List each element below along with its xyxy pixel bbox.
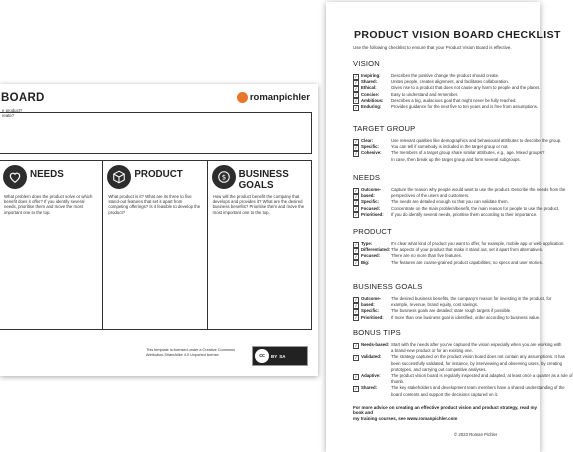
vision-line: reate? — [2, 113, 15, 119]
board-title: BOARD — [1, 92, 45, 104]
checkbox-icon[interactable]: ✓ — [354, 241, 358, 247]
checklist-item — [353, 373, 573, 379]
item-term: Needs-based: — [361, 342, 390, 347]
item-term: based: — [361, 302, 375, 308]
item-term: Validated: — [361, 354, 382, 360]
item-description: The desired business benefits, the company's reason for investing in the product, for — [391, 296, 552, 301]
vision-board-document — [0, 84, 318, 376]
section-heading: NEEDS — [353, 173, 381, 182]
checkbox-icon[interactable]: ✓ — [354, 85, 358, 91]
advice-text — [353, 405, 540, 421]
item-term: Focused: — [361, 205, 381, 211]
item-description: example, revenue, brand equity, cost savings. — [391, 302, 479, 308]
checkbox-icon[interactable]: ✓ — [354, 308, 358, 314]
needs-text: What problem does the product solve or which benefit does it offer? If you identify several needs, prioritise them and move the most important one to the top. — [4, 194, 93, 215]
item-description: thumb. — [391, 379, 405, 385]
logo-text: romanpichler — [249, 92, 310, 103]
checklist-item — [353, 247, 543, 253]
section-heading: PRODUCT — [353, 227, 392, 236]
item-term: Prioritised: — [361, 314, 384, 320]
item-term: Ethical: — [361, 85, 377, 91]
checklist-item — [353, 241, 565, 247]
item-term: Adaptive: — [361, 373, 381, 378]
checkbox-icon[interactable]: ✓ — [354, 296, 358, 302]
item-description: Concentrate on the main problem/benefit, the main reason for people to use the product. — [391, 205, 560, 211]
checklist-item — [353, 205, 560, 212]
checklist-item — [353, 104, 543, 110]
checkbox-icon[interactable]: ✓ — [354, 79, 358, 85]
checklist-item — [353, 302, 543, 308]
vision-question — [2, 108, 22, 118]
checklist-document — [326, 2, 573, 452]
box-icon — [107, 165, 131, 189]
business-goals-column — [208, 161, 311, 329]
checklist-item — [353, 379, 543, 385]
business-goals-text: How will the product benefit the company that develops and provides it? What are the desired business benefits? Prioritise them and move the most important one to the top. — [212, 194, 305, 215]
item-term: Differentiated: — [361, 247, 391, 253]
checkbox-icon[interactable]: ✓ — [354, 253, 358, 259]
item-description: Start with the needs after you've captured the vision especially when you are working with — [391, 342, 562, 347]
needs-heading: NEEDS — [30, 169, 64, 180]
checkbox-icon[interactable]: ✓ — [354, 247, 358, 253]
section-heading: VISION — [353, 59, 380, 68]
checklist-item — [353, 193, 543, 199]
item-description: Capture the reason why people would want to use the product. Describe the needs from the — [391, 187, 566, 192]
item-description: If more than one business goal is identified, order according to business value. — [391, 314, 541, 320]
item-term: Enduring: — [361, 104, 382, 109]
checklist-item — [353, 144, 543, 150]
checklist-item — [353, 253, 543, 259]
item-description: The business goals are detailed; state rough targets if possible. — [391, 308, 512, 314]
item-term: Type: — [361, 241, 373, 246]
section-heading: BUSINESS GOALS — [353, 282, 423, 291]
advice-line: For more advice on creating an effective product vision and product strategy, read my book and — [353, 405, 537, 416]
product-text: What product is it? What are its three to five stand-out features that set it apart from competing offerings? Is it feasible to develop the product? — [108, 194, 201, 215]
logo-mark-icon — [237, 92, 248, 103]
checklist-item — [353, 296, 552, 302]
checkbox-icon[interactable]: ✓ — [354, 73, 358, 79]
section-heading: BONUS TIPS — [353, 328, 401, 337]
checklist-item — [353, 308, 543, 314]
checkbox-icon[interactable]: ✓ — [354, 206, 358, 212]
item-term: Specific: — [361, 308, 379, 314]
item-term: based: — [361, 193, 375, 199]
item-term: Focused: — [361, 253, 381, 259]
item-description: The strategy captured on the product vision board does not contain any assumptions. It has — [391, 354, 565, 360]
item-description: Describes the positive change the product should create. — [391, 73, 500, 78]
heart-icon — [3, 165, 27, 189]
creative-commons-badge — [252, 346, 308, 366]
item-description: Gives rise to a product that does not cause any harm to people and the planet. — [391, 85, 541, 91]
item-description: Unites people, creates alignment, and facilitates collaboration. — [391, 79, 509, 85]
vision-box — [0, 112, 312, 154]
checklist-item — [353, 157, 543, 163]
product-heading: PRODUCT — [134, 169, 183, 180]
item-description: In case, then break up the target group and form several subgroups. — [391, 156, 521, 162]
item-description: Provides guidance for the next five to ten years and is free from assumptions. — [391, 104, 539, 109]
checkbox-icon[interactable]: ✓ — [354, 144, 358, 150]
item-description: You can tell if somebody is included in the target group or not. — [391, 144, 509, 150]
checklist-item — [353, 187, 566, 193]
item-term: Cohesive: — [361, 150, 382, 156]
item-description: The aspects of your product that make it stand out, set it apart from alternatives. — [391, 247, 544, 253]
checkbox-icon[interactable]: ✓ — [354, 302, 358, 308]
item-description: prototypes, and carrying out competitive analyses. — [391, 366, 487, 372]
checklist-item — [353, 348, 543, 354]
checklist-item — [353, 199, 543, 205]
item-term: Clear: — [361, 138, 374, 143]
checkbox-icon[interactable]: ✓ — [354, 104, 358, 110]
checkbox-icon[interactable]: ✓ — [354, 199, 358, 205]
checkbox-icon[interactable]: ✓ — [354, 354, 358, 360]
item-term: Concise: — [361, 91, 380, 97]
dollar-icon — [212, 165, 236, 189]
item-description: board contents and support the decisions captured on it. — [391, 391, 499, 397]
checkbox-icon[interactable]: ✓ — [354, 150, 358, 156]
checklist-item — [353, 260, 543, 266]
romanpichler-logo — [237, 92, 310, 103]
item-term: Shared: — [361, 385, 377, 391]
checklist-item — [353, 92, 543, 98]
checklist-item — [353, 342, 562, 348]
checkbox-icon[interactable]: ✓ — [354, 98, 358, 104]
checkbox-icon[interactable]: ✓ — [354, 385, 358, 391]
checkbox-icon[interactable]: ✓ — [354, 342, 358, 348]
item-term: Specific: — [361, 199, 379, 205]
checklist-item — [353, 367, 543, 373]
item-description: The features are coarse-grained product capabilities; no specs and user stories. — [391, 259, 543, 265]
checklist-item — [353, 98, 543, 104]
item-description: The product vision board is regularly inspected and adapted, at least once a quarter as a rule of — [391, 373, 573, 378]
checklist-item — [353, 315, 543, 321]
needs-column — [0, 161, 103, 329]
checklist-item — [353, 150, 543, 156]
checklist-item — [353, 85, 543, 91]
item-description: The members of a target group share similar attributes, e.g., age. Mixed groups? — [391, 150, 545, 156]
product-column — [103, 161, 207, 329]
board-columns — [0, 160, 312, 330]
business-goals-heading: BUSINESS GOALS — [238, 169, 289, 191]
item-description: Use relevant qualities like demographics and behavioural attributes to describe the group. — [391, 138, 562, 143]
checkbox-icon[interactable]: ✓ — [354, 373, 358, 379]
checklist-item — [353, 354, 565, 360]
item-term: Big: — [361, 259, 370, 265]
checkbox-icon[interactable]: ✓ — [354, 187, 358, 193]
checkbox-icon[interactable]: ✓ — [354, 92, 358, 98]
copyright: © 2023 Roman Pichler — [454, 432, 498, 437]
item-term: Inspiring: — [361, 73, 381, 78]
cc-sa-label: SA — [279, 353, 286, 359]
item-term: Shared: — [361, 79, 377, 85]
checkbox-icon[interactable]: ✓ — [354, 193, 358, 199]
checkbox-icon[interactable]: ✓ — [354, 315, 358, 321]
item-description: been successfully validated, for instance, by interviewing and observing users, by creating — [391, 360, 563, 366]
item-description: Easy to understand and remember. — [391, 91, 459, 97]
checkbox-icon[interactable]: ✓ — [354, 138, 358, 144]
checklist-item — [353, 385, 565, 391]
checklist-item — [353, 360, 563, 367]
item-description: If you do identify several needs, prioritise them according to their importance. — [391, 211, 538, 217]
checklist-item — [353, 73, 543, 79]
svg-text:$: $ — [221, 173, 226, 182]
checklist-item — [353, 392, 543, 398]
item-term: Prioritised: — [361, 211, 384, 217]
item-term: Specific: — [361, 144, 379, 150]
checkbox-icon[interactable]: ✓ — [354, 212, 358, 218]
advice-line: my training courses, see www.romanpichler.com — [353, 415, 458, 421]
checklist-title: PRODUCT VISION BOARD CHECKLIST — [354, 29, 561, 41]
cc-icon: cc — [255, 349, 269, 363]
license-text: This template is licensed under a Creative Commons Attribution-ShareAlike 4.0 Unported license. — [146, 348, 236, 357]
vision-line: e product? — [2, 108, 23, 113]
item-description: It's clear what kind of product you want to offer, for example, mobile app or web application. — [391, 241, 565, 246]
item-description: Describes a big, audacious goal that might never be fully reached. — [391, 97, 517, 103]
item-term: Ambitious: — [361, 97, 384, 103]
item-description: The needs are detailed enough so that you can validate them. — [391, 199, 509, 205]
checklist-item — [353, 138, 562, 144]
checklist-intro: Use the following checklist to ensure that your Product Vision Board is effective. — [353, 45, 512, 50]
item-term: Outcome- — [361, 187, 382, 192]
item-description: perspectives of the users and customers. — [391, 193, 470, 199]
section-heading: TARGET GROUP — [353, 124, 416, 133]
cc-by-label: BY — [271, 353, 278, 359]
item-description: The key stakeholders and development team members have a shared understanding of the — [391, 385, 565, 391]
item-description: a brand-new product or for an existing one. — [391, 348, 473, 354]
checkbox-icon[interactable]: ✓ — [354, 260, 358, 266]
checklist-item — [353, 212, 543, 218]
checklist-item — [353, 79, 543, 85]
item-term: Outcome- — [361, 296, 382, 301]
item-description: There are no more than five features. — [391, 253, 462, 259]
